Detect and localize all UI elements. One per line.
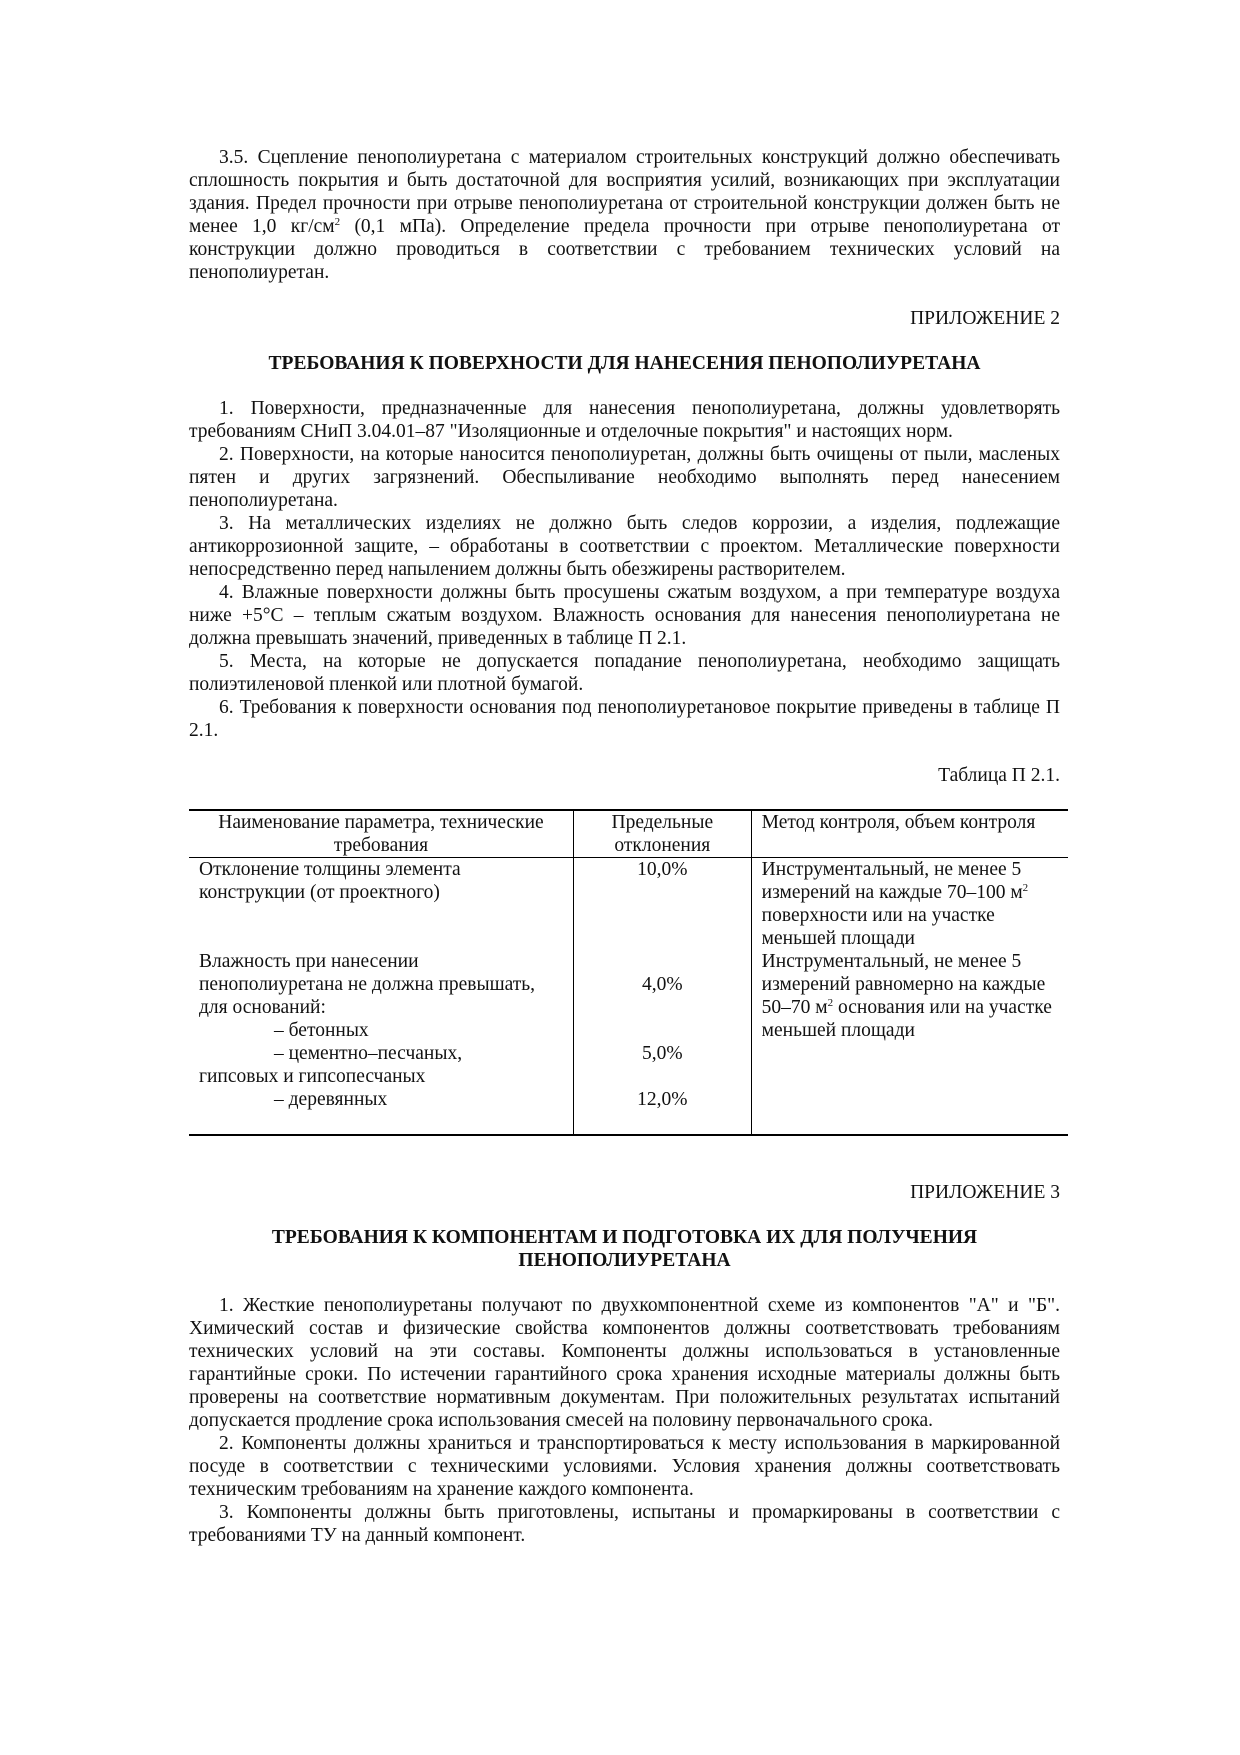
appendix-3-item-1: 1. Жесткие пенополиуретаны получают по двухкомпонентной схеме из компонентов "А" и "Б". Химический состав и физические свойства компонентов должны соответствовать требованиям технических условий на эти составы. Компоненты должны использоваться в установленные гарантийные сроки. По истечении гарантийного срока хранения исходные материалы должны быть проверены на соответствие нормативным документам. При положительных результатах испытаний допускается продление срока использования смесей на половину первоначального срока. (189, 1295, 1060, 1431)
row2-method: Инструментальный, не менее 5 измерений равномерно на каждые 50–70 $м^2$ основания или на участке меньшей площади (761, 951, 1052, 1041)
appendix-3-title-line-2: ПЕНОПОЛИУРЕТАНА (518, 1250, 731, 1271)
appendix-2-item-6: 6. Требования к поверхности основания под пенополиуретановое покрытие приведены в таблице П 2.1. (189, 697, 1060, 741)
row2-value-cement: 5,0% (642, 1043, 683, 1064)
row1-parameter: Отклонение толщины элемента конструкции (от проектного) (199, 859, 461, 903)
column-header-parameter: Наименование параметра, технические требования (218, 812, 544, 856)
row2-sub-wood: – деревянных (274, 1089, 388, 1110)
appendix-2-item-3: 3. На металлических изделиях не должно быть следов коррозии, а изделия, подлежащие антикоррозионной защите, – обработаны в соответствии с проектом. Металлические поверхности непосредственно перед напылением должны быть обезжирены растворителем. (189, 513, 1060, 580)
row2-value-wood: 12,0% (637, 1089, 688, 1110)
appendix-2-title: ТРЕБОВАНИЯ К ПОВЕРХНОСТИ ДЛЯ НАНЕСЕНИЯ ПЕНОПОЛИУРЕТАНА (268, 353, 981, 374)
table-label: Таблица П 2.1. (938, 765, 1060, 786)
appendix-2-label: ПРИЛОЖЕНИЕ 2 (910, 308, 1060, 329)
column-header-deviation: Предельные отклонения (573, 810, 751, 858)
section-3-5-paragraph: 3.5. Сцепление пенополиуретана с материалом строительных конструкций должно обеспечивать сплошность покрытия и быть достаточной для восприятия усилий, возникающих при эксплуатации здания. Предел прочности при отрыве пенополиуретана от строительной конструкции должен быть не менее 1,0 $кг/см^2$ (0,1 мПа). Определение предела прочности при отрыве пенополиуретана от конструкции должно проводиться в соответствии с требованием технических условий на пенополиуретан. (189, 147, 1060, 283)
appendix-2-item-1: 1. Поверхности, предназначенные для нанесения пенополиуретана, должны удовлетворять требованиям СНиП 3.04.01–87 "Изоляционные и отделочные покрытия" и настоящих норм. (189, 398, 1060, 442)
requirements-table (189, 809, 1068, 1136)
row2-value-concrete: 4,0% (642, 974, 683, 995)
column-header-method: Метод контроля, объем контроля (761, 812, 1036, 833)
appendix-2-item-4: 4. Влажные поверхности должны быть просушены сжатым воздухом, а при температуре воздуха ниже +5°С – теплым сжатым воздухом. Влажность основания для нанесения пенополиуретана не должна превышать значений, приведенных в таблице П 2.1. (189, 582, 1060, 649)
document-page (189, 146, 1060, 1547)
row2-sub-cement: – цементно–песчаных, (274, 1043, 463, 1064)
appendix-3-title-line-1: ТРЕБОВАНИЯ К КОМПОНЕНТАМ И ПОДГОТОВКА ИХ ДЛЯ ПОЛУЧЕНИЯ (271, 1227, 978, 1248)
appendix-3-item-2: 2. Компоненты должны храниться и транспортироваться к месту использования в маркированной посуде в соответствии с техническими условиями. Условия хранения должны соответствовать техническим требованиям на хранение каждого компонента. (189, 1433, 1060, 1500)
row2-values (573, 950, 751, 1135)
row2-parameter-text: Влажность при нанесении пенополиуретана не должна превышать, для оснований: (199, 951, 536, 1018)
appendix-2-item-2: 2. Поверхности, на которые наносится пенополиуретан, должны быть очищены от пыли, масленых пятен и других загрязнений. Обеспыливание необходимо выполнять перед нанесением пенополиуретана. (189, 444, 1060, 511)
table-row (189, 858, 1068, 951)
row2-sub-concrete: – бетонных (274, 1020, 369, 1041)
table-row (189, 950, 1068, 1135)
row2-parameter (189, 950, 573, 1135)
appendix-3-item-3: 3. Компоненты должны быть приготовлены, испытаны и промаркированы в соответствии с требованиями ТУ на данный компонент. (189, 1502, 1060, 1546)
appendix-2-item-5: 5. Места, на которые не допускается попадание пенополиуретана, необходимо защищать полиэтиленовой пленкой или плотной бумагой. (189, 651, 1060, 695)
table-header-row (189, 810, 1068, 858)
row1-value: 10,0% (573, 858, 751, 951)
appendix-3-label: ПРИЛОЖЕНИЕ 3 (910, 1182, 1060, 1203)
row2-sub-cement-cont: гипсовых и гипсопесчаных (199, 1066, 426, 1087)
row1-method: Инструментальный, не менее 5 измерений на каждые 70–100 $м^2$ поверхности или на участке меньшей площади (761, 859, 1029, 949)
